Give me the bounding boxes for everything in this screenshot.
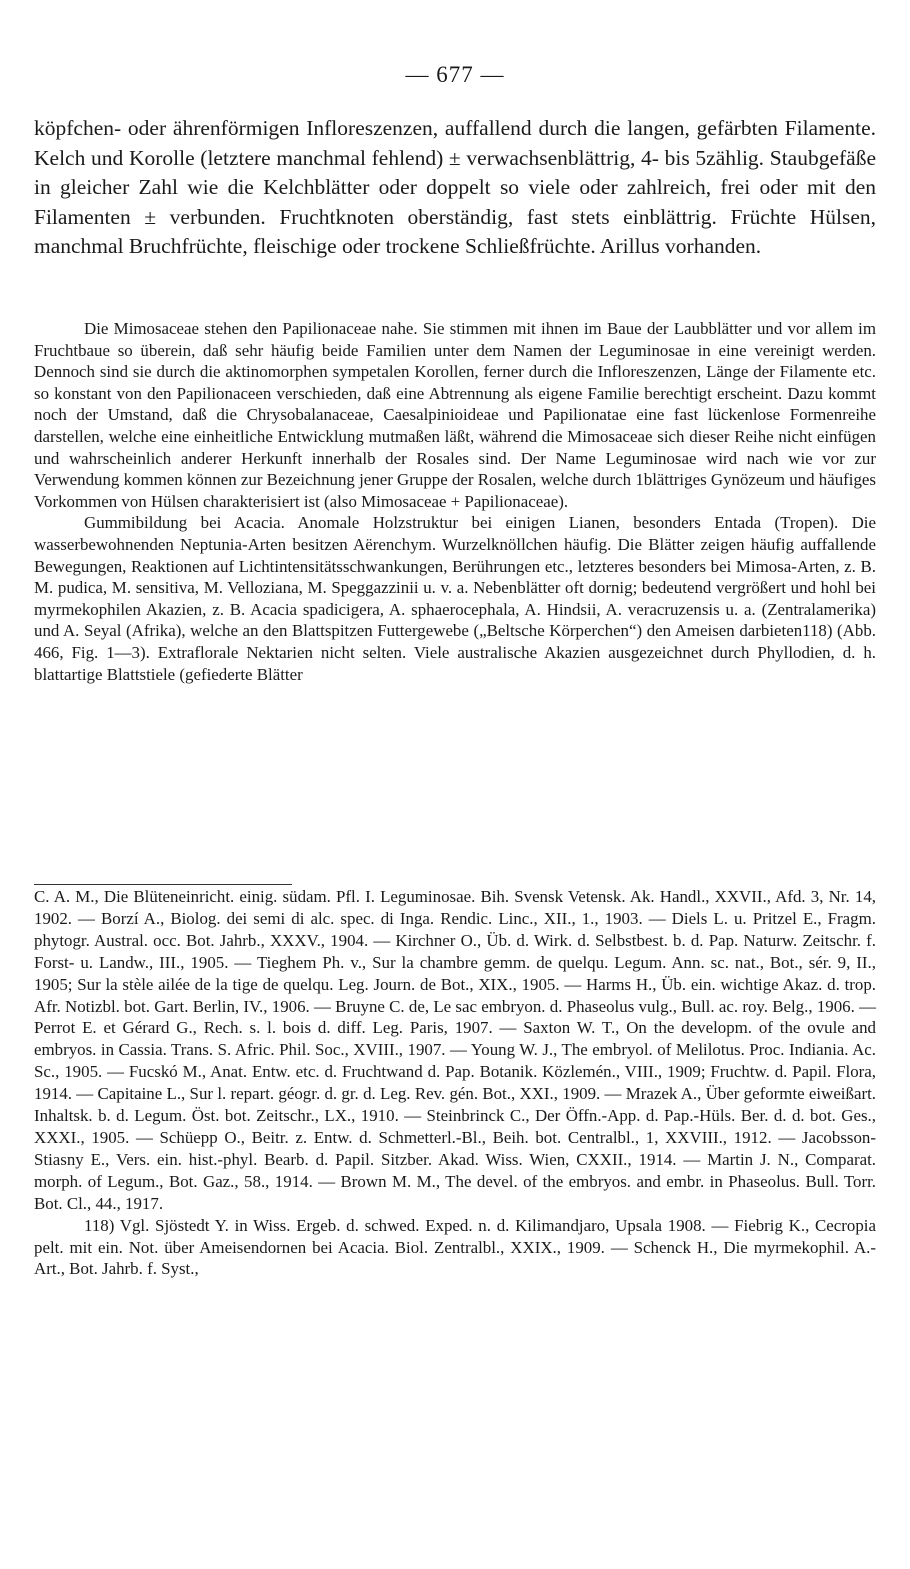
main-paragraph: köpfchen- oder ährenförmigen Infloreszenzen, auffallend durch die langen, gefärbten Filamente. Kelch und Korolle (letztere manchmal fehlend) ± verwachsenblättrig, 4- bis 5zählig. Staubgefäße in gleicher Zahl wie die Kelchblätter oder doppelt so viele oder zahlreich, frei oder mit den Filamenten ± verbunden. Fruchtknoten oberständig, fast stets einblättrig. Früchte Hülsen, manchmal Bruchfrüchte, fleischige oder trockene Schließfrüchte. Arillus vorhanden. xyxy=(34,116,876,259)
paragraph-mimosaceae-relations: Die Mimosaceae stehen den Papilionaceae nahe. Sie stimmen mit ihnen im Baue der Laubblätter und vor allem im Fruchtbaue so überein, daß sehr häufig beide Familien unter dem Namen der Leguminosae in eine vereinigt werden. Dennoch sind sie durch die aktinomorphen sympetalen Korollen, ferner durch die Infloreszenzen, Länge der Filamente etc. so konstant von den Papilionaceen verschieden, daß eine Abtrennung als eigene Familie berechtigt erscheint. Dazu kommt noch der Umstand, daß die Chrysobalanaceae, Caesalpinioideae und Papilionatae eine fast lückenlose Formenreihe darstellen, welche eine einheitliche Entwicklung mutmaßen läßt, während die Mimosaceae sich dieser Reihe nicht einfügen und wahrscheinlich anderer Herkunft innerhalb der Rosales sind. Der Name Leguminosae wird nach wie vor zur Verwendung kommen können zur Bezeichnung jener Gruppe der Rosalen, welche durch 1blättriges Gynözeum und häufiges Vorkommen von Hülsen charakterisiert ist (also Mimosaceae + Papilionaceae). xyxy=(34,319,876,511)
footnote-references: C. A. M., Die Blüteneinricht. einig. südam. Pfl. I. Leguminosae. Bih. Svensk Vetensk. Ak. Handl., XXVII., Afd. 3, Nr. 14, 1902. — Borzí A., Biolog. dei semi di alc. spec. di Inga. Rendic. Linc., XII., 1., 1903. — Diels L. u. Pritzel E., Fragm. phytogr. Austral. occ. Bot. Jahrb., XXXV., 1904. — Kirchner O., Üb. d. Wirk. d. Selbstbest. b. d. Pap. Naturw. Zeitschr. f. Forst- u. Landw., III., 1905. — Tieghem Ph. v., Sur la chambre gemm. de quelqu. Legum. Ann. sc. nat., Bot., sér. 9, II., 1905; Sur la stèle ailée de la tige de quelqu. Leg. Journ. de Bot., XIX., 1905. — Harms H., Üb. ein. wichtige Akaz. d. trop. Afr. Notizbl. bot. Gart. Berlin, IV., 1906. — Bruyne C. de, Le sac embryon. d. Phaseolus vulg., Bull. ac. roy. Belg., 1906. — Perrot E. et Gérard G., Rech. s. l. bois d. diff. Leg. Paris, 1907. — Saxton W. T., On the developm. of the ovule and embryos. in Cassia. Trans. S. Afric. Phil. Soc., XVIII., 1907. — Young W. J., The embryol. of Melilotus. Proc. Indiania. Ac. Sc., 1905. — Fucskó M., Anat. Entw. etc. d. Fruchtwand d. Pap. Botanik. Közlemén., VIII., 1909; Fruchtw. d. Papil. Flora, 1914. — Capitaine L., Sur l. repart. géogr. d. gr. d. Leg. Rev. gén. Bot., XXI., 1909. — Mrazek A., Über geformte eiweißart. Inhaltsk. b. d. Legum. Öst. bot. Zeitschr., LX., 1910. — Steinbrinck C., Der Öffn.-App. d. Pap.-Hüls. Ber. d. d. bot. Ges., XXXI., 1905. — Schüepp O., Beitr. z. Entw. d. Schmetterl.-Bl., Beih. bot. Centralbl., 1, XXVIII., 1912. — Jacobsson-Stiasny E., Vers. ein. hist.-phyl. Bearb. d. Papil. Sitzber. Akad. Wiss. Wien, CXXII., 1914. — Martin J. N., Comparat. morph. of Legum., Bot. Gaz., 58., 1914. — Brown M. M., The devel. of the embryos. and embr. in Phaseolus. Bull. Torr. Bot. Cl., 44., 1917. xyxy=(34,887,876,1213)
footnote-118: 118) Vgl. Sjöstedt Y. in Wiss. Ergeb. d. schwed. Exped. n. d. Kilimandjaro, Upsala 1908. — Fiebrig K., Cecropia pelt. mit ein. Not. über Ameisendornen bei Acacia. Biol. Zentralbl., XXIX., 1909. — Schenck H., Die myrmekophil. A.-Art., Bot. Jahrb. f. Syst., xyxy=(34,1215,876,1279)
footnote-divider xyxy=(34,884,292,885)
footnotes-block xyxy=(34,886,876,1280)
small-text-block xyxy=(34,318,876,685)
paragraph-biology: Gummibildung bei Acacia. Anomale Holzstruktur bei einigen Lianen, besonders Entada (Tropen). Die wasserbewohnenden Neptunia-Arten besitzen Aërenchym. Wurzelknöllchen häufig. Die Blätter zeigen häufig auffallende Bewegungen, Reaktionen auf Lichtintensitätsschwankungen, Berührungen etc., letzteres besonders bei Mimosa-Arten, z. B. M. pudica, M. sensitiva, M. Velloziana, M. Speggazzinii u. v. a. Nebenblätter oft dornig; bedeutend vergrößert und hohl bei myrmekophilen Akazien, z. B. Acacia spadicigera, A. sphaerocephala, A. Hindsii, A. veracruzensis u. a. (Zentralamerika) und A. Seyal (Afrika), welche an den Blattspitzen Futtergewebe („Beltsche Körperchen“) den Ameisen darbieten118) (Abb. 466, Fig. 1—3). Extraflorale Nektarien nicht selten. Viele australische Akazien ausgezeichnet durch Phyllodien, d. h. blattartige Blattstiele (gefiederte Blätter xyxy=(34,513,876,684)
main-text-block xyxy=(34,114,876,262)
page-number: — 677 — xyxy=(405,62,505,87)
